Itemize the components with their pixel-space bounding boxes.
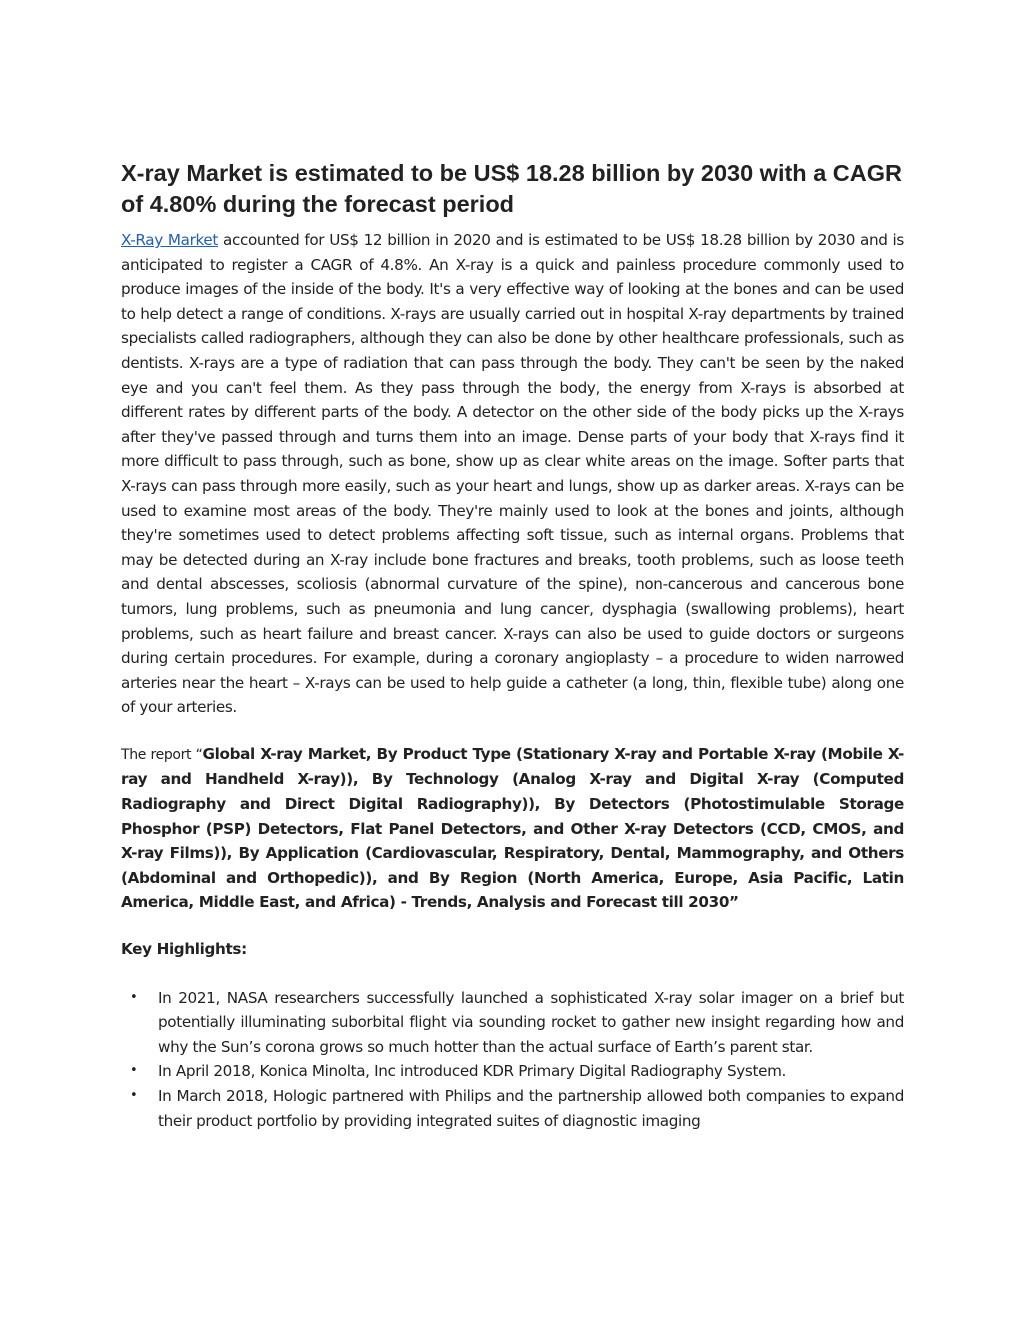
list-item xyxy=(121,1059,904,1084)
bullet-icon: • xyxy=(130,1063,138,1079)
document-title: X-ray Market is estimated to be US$ 18.28 billion by 2030 with a CAGR of 4.80% during the forecast period xyxy=(121,160,902,217)
report-title: Global X-ray Market, By Product Type (Stationary X-ray and Portable X-ray (Mobile X-ray and Handheld X-ray)), By Technology (Analog X-ray and Digital X-ray (Computed Radiography and Direct Digital Radiography)), By Detectors (Photostimulable Storage Phosphor (PSP) Detectors, Flat Panel Detectors, and Other X-ray Detectors (CCD, CMOS, and X-ray Films)), By Application (Cardiovascular, Respiratory, Dental, Mammography, and Others (Abdominal and Orthopedic)), and By Region (North America, Europe, Asia Pacific, Latin America, Middle East, and Africa) - Trends, Analysis and Forecast till 2030” xyxy=(121,744,904,912)
highlight-text: In 2021, NASA researchers successfully launched a sophisticated X-ray solar imager on a brief but potentially illuminating suborbital flight via sounding rocket to gather new insight regarding how and why the Sun’s corona grows so much hotter than the actual surface of Earth’s parent star. xyxy=(158,988,904,1056)
document-page xyxy=(121,158,904,1133)
list-item xyxy=(121,986,904,1060)
highlight-text: In March 2018, Hologic partnered with Philips and the partnership allowed both companies to expand their product portfolio by providing integrated suites of diagnostic imaging xyxy=(158,1087,904,1130)
highlight-text: In April 2018, Konica Minolta, Inc introduced KDR Primary Digital Radiography System. xyxy=(158,1062,786,1081)
key-highlights-heading: Key Highlights: xyxy=(121,940,247,959)
bullet-icon: • xyxy=(130,1088,138,1103)
x-ray-market-link[interactable]: X-Ray Market xyxy=(121,231,219,249)
report-paragraph xyxy=(121,742,904,915)
bullet-icon: • xyxy=(130,989,138,1005)
intro-paragraph xyxy=(121,228,904,720)
highlights-list xyxy=(121,986,904,1134)
list-item xyxy=(121,1084,904,1133)
intro-text: accounted for US$ 12 billion in 2020 and is estimated to be US$ 18.28 billion by 2030 and is anticipated to register a CAGR of 4.8%. An X-ray is a quick and painless procedure commonly used to produce images of the inside of the body. It's a very effective way of looking at the bones and can be used to help detect a range of conditions. X-rays are usually carried out in hospital X-ray departments by trained specialists called radiographers, although they can also be done by other healthcare professionals, such as dentists. X-rays are a type of radiation that can pass through the body. They can't be seen by the naked eye and you can't feel them. As they pass through the body, the energy from X-rays is absorbed at different rates by different parts of the body. A detector on the other side of the body picks up the X-rays after they've passed through and turns them into an image. Dense parts of your body that X-rays find it more difficult to pass through, such as bone, show up as clear white areas on the image. Softer parts that X-rays can pass through more easily, such as your heart and lungs, show up as darker areas. X-rays can be used to examine most areas of the body. They're mainly used to look at the bones and joints, although they're sometimes used to detect problems affecting soft tissue, such as internal organs. Problems that may be detected during an X-ray include bone fractures and breaks, tooth problems, such as loose teeth and dental abscesses, scoliosis (abnormal curvature of the spine), non-cancerous and cancerous bone tumors, lung problems, such as pneumonia and lung cancer, dysphagia (swallowing problems), heart problems, such as heart failure and breast cancer. X-rays can also be used to guide doctors or surgeons during certain procedures. For example, during a coronary angioplasty – a procedure to widen narrowed arteries near the heart – X-rays can be used to help guide a catheter (a long, thin, flexible tube) along one of your arteries. xyxy=(121,231,904,717)
report-lead: The report “ xyxy=(121,746,203,763)
